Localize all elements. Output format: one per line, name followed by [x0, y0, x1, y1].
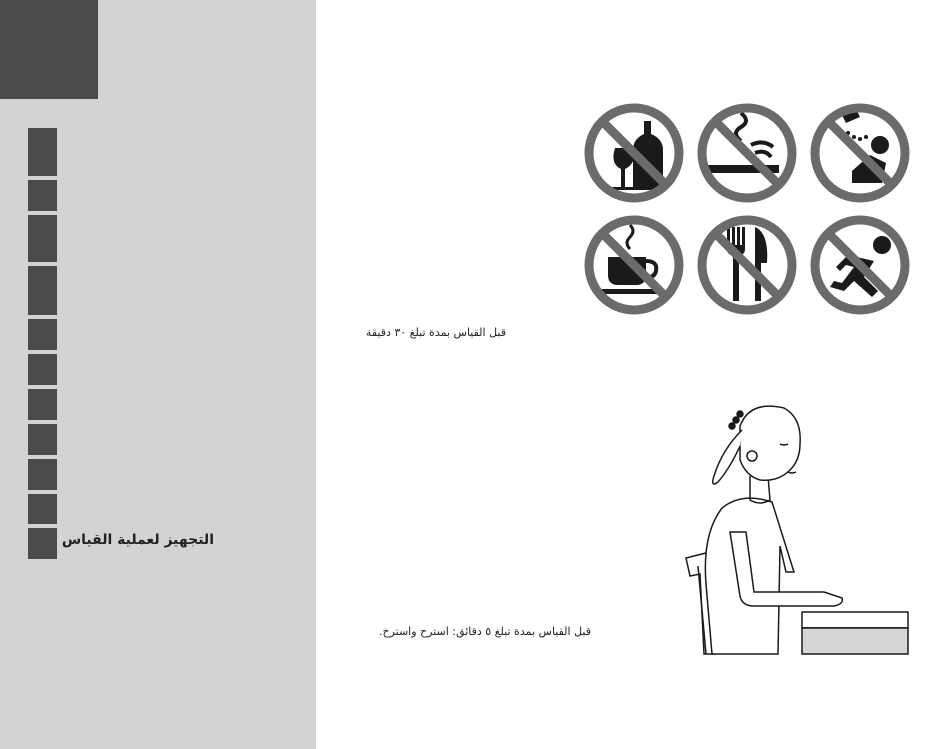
- section-title: التجهيز لعملية القياس: [61, 532, 214, 548]
- chapter-corner-block: [0, 0, 98, 99]
- seated-woman-figure: [680, 396, 910, 656]
- no-eating-icon: [702, 220, 792, 310]
- chapter-tab[interactable]: [28, 424, 57, 455]
- chapter-tab[interactable]: [28, 319, 57, 350]
- resting-person-illustration: [680, 396, 910, 660]
- rest-caption: قبل القياس بمدة تبلغ ٥ دقائق: استرح واسترخ.: [378, 625, 591, 638]
- chapter-tab[interactable]: [28, 354, 57, 385]
- chapter-tab[interactable]: [28, 459, 57, 490]
- prohibition-caption: قبل القياس بمدة تبلغ ٣٠ دقيقة: [365, 326, 506, 339]
- chapter-tab[interactable]: [28, 180, 57, 211]
- prohibition-icons-grid: [582, 101, 914, 321]
- chapter-tab[interactable]: [28, 266, 57, 315]
- no-smoking-icon: [702, 108, 792, 198]
- no-alcohol-icon: [589, 108, 679, 198]
- chapter-tab-active[interactable]: [28, 528, 57, 559]
- chapter-tab[interactable]: [28, 494, 57, 524]
- chapter-tab[interactable]: [28, 128, 57, 176]
- no-bathing-icon: [815, 108, 905, 198]
- chapter-tab[interactable]: [28, 215, 57, 262]
- chapter-tab[interactable]: [28, 389, 57, 420]
- no-caffeine-icon: [589, 220, 679, 310]
- no-exercise-icon: [815, 220, 905, 310]
- prohibition-icons-svg: [582, 101, 914, 317]
- sidebar: [0, 0, 316, 749]
